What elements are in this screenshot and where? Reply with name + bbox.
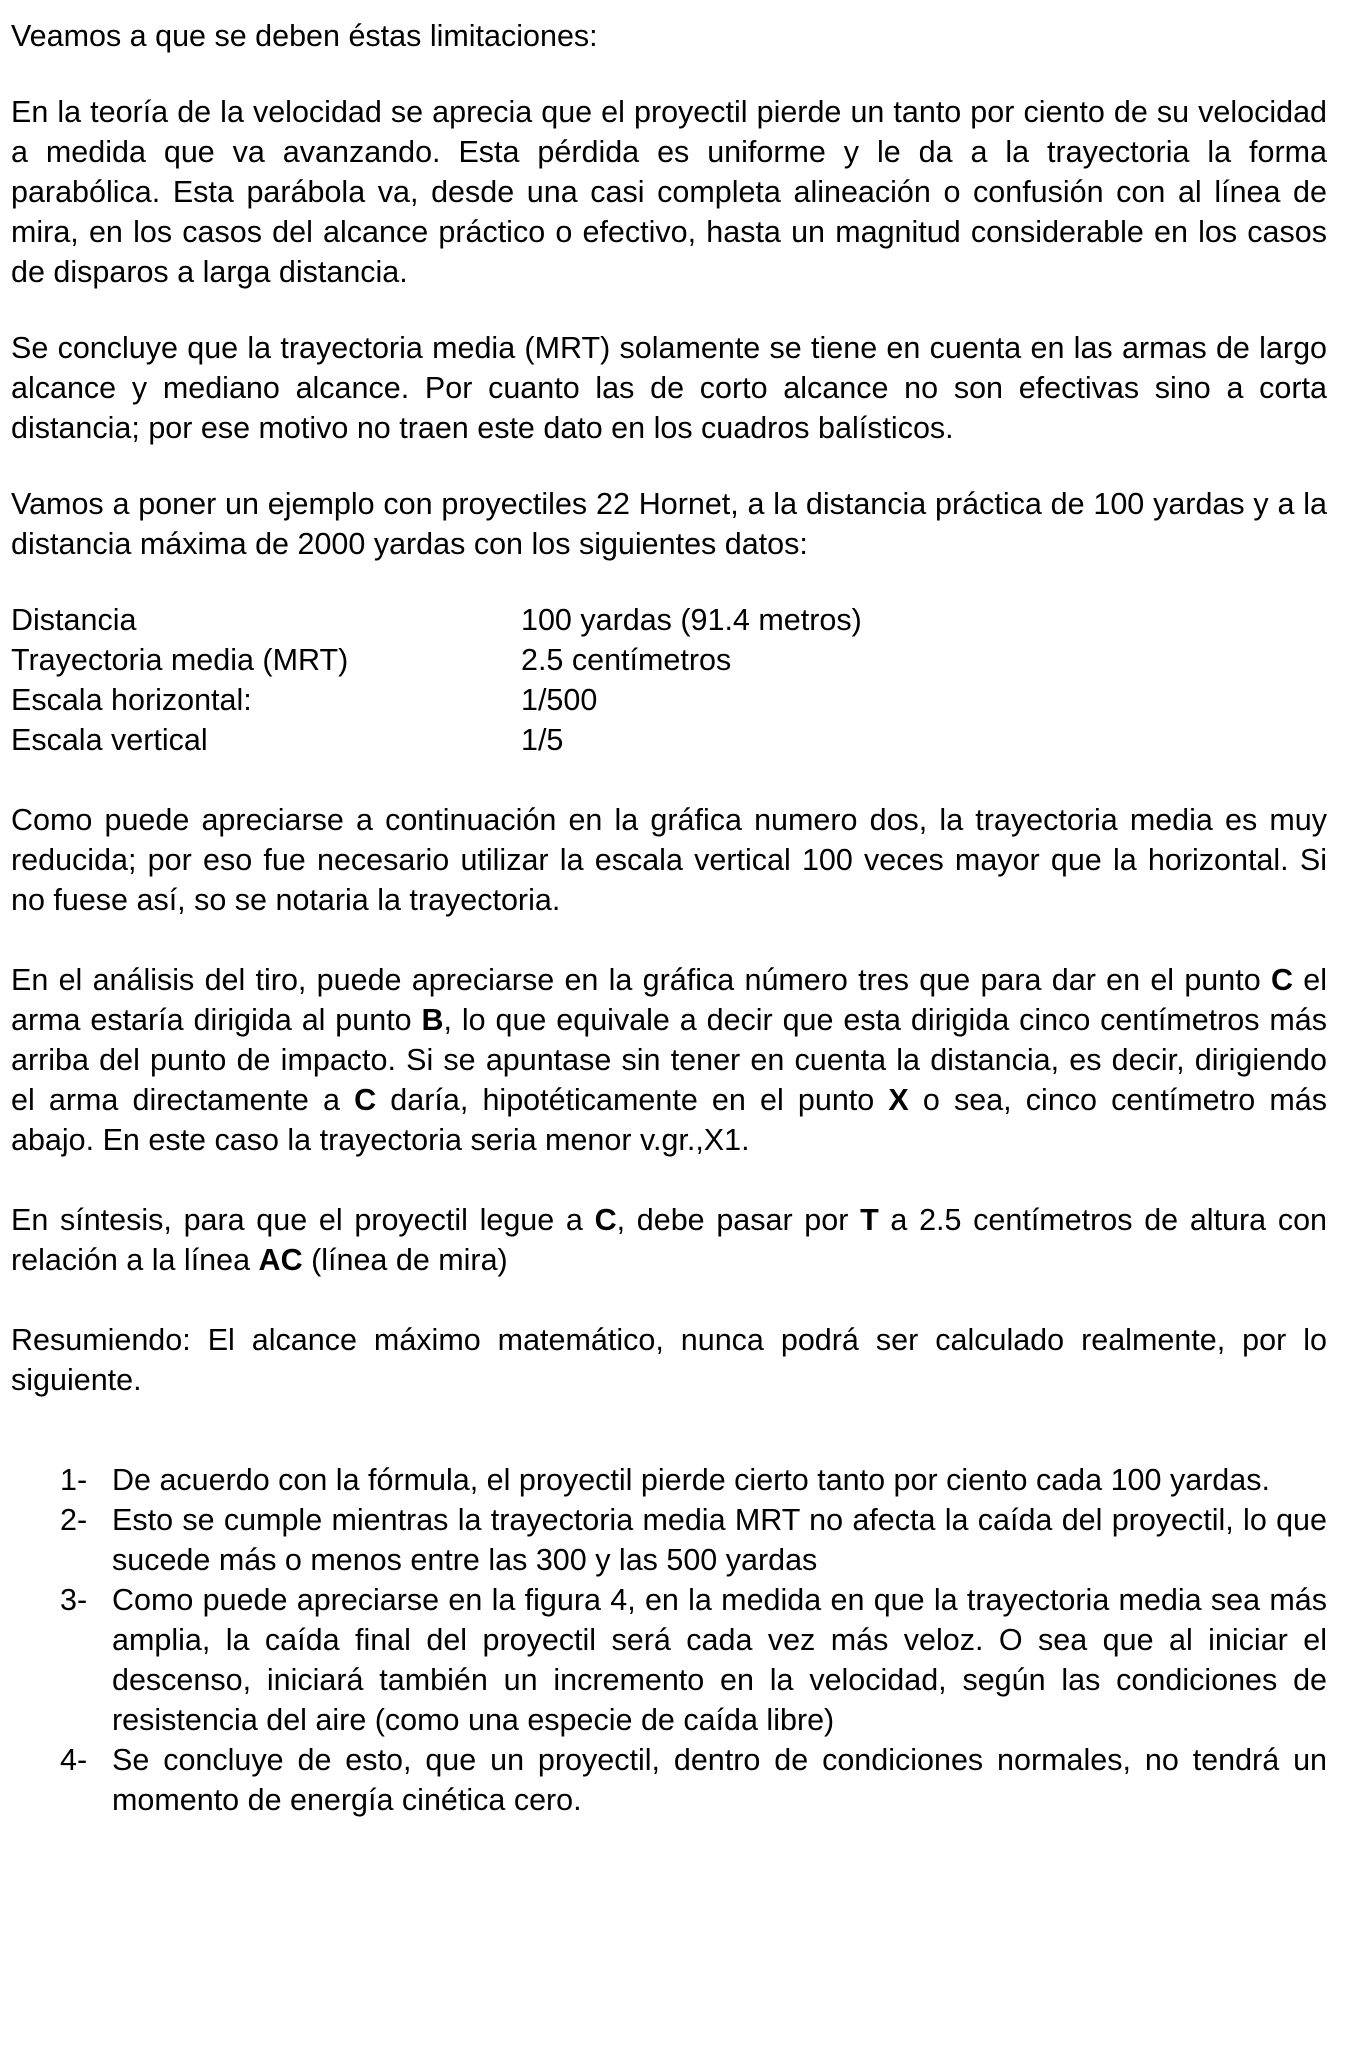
list-number: 3- [60, 1583, 88, 1617]
list-number: 1- [60, 1463, 88, 1497]
point-label: T [860, 1203, 879, 1237]
paragraph-shot-analysis: En el análisis del tiro, puede apreciarse en la gráfica número tres que para dar en el punto C el arma estaría dirigida al punto B, lo que equivale a decir que esta dirigida cinco centímetros más arriba del punto de impacto. Si se apuntase sin tener en cuenta la distancia, es decir, dirigiendo el arma directamente a C daría, hipotéticamente en el punto X o sea, cinco centímetro más abajo. En este caso la trayectoria seria menor v.gr.,X1. [11, 963, 1328, 1157]
point-label: B [421, 1003, 444, 1037]
data-row [11, 720, 911, 760]
list-item [11, 1580, 1327, 1740]
list-text: De acuerdo con la fórmula, el proyectil pierde cierto tanto por ciento cada 100 yardas. [112, 1463, 1270, 1497]
data-row [11, 600, 911, 640]
numbered-list [11, 1460, 1327, 1820]
list-item [11, 1500, 1327, 1580]
data-value: 100 yardas (91.4 metros) [521, 603, 862, 637]
paragraph-synthesis: En síntesis, para que el proyectil legue a C, debe pasar por T a 2.5 centímetros de altura con relación a la línea AC (línea de mira) [11, 1203, 1327, 1277]
example-data-table [11, 600, 911, 760]
point-label: C [354, 1083, 377, 1117]
list-text: Esto se cumple mientras la trayectoria media MRT no afecta la caída del proyectil, lo que sucede más o menos entre las 300 y las 500 yardas [112, 1503, 1327, 1577]
list-number: 2- [60, 1503, 88, 1537]
data-label: Escala vertical [11, 723, 208, 757]
list-text: Se concluye de esto, que un proyectil, dentro de condiciones normales, no tendrá un momento de energía cinética cero. [112, 1743, 1327, 1817]
data-row [11, 680, 911, 720]
list-number: 4- [60, 1743, 88, 1777]
list-item [11, 1460, 1327, 1500]
data-label: Escala horizontal: [11, 683, 252, 717]
paragraph-velocity-theory: En la teoría de la velocidad se aprecia que el proyectil pierde un tanto por ciento de su velocidad a medida que va avanzando. Esta pérdida es uniforme y le da a la trayectoria la forma parabólica. Esta parábola va, desde una casi completa alineación o confusión con al línea de mira, en los casos del alcance práctico o efectivo, hasta un magnitud considerable en los casos de disparos a larga distancia. [11, 95, 1327, 289]
list-text: Como puede apreciarse en la figura 4, en la medida en que la trayectoria media sea más amplia, la caída final del proyectil será cada vez más veloz. O sea que al iniciar el descenso, iniciará también un incremento en la velocidad, según las condiciones de resistencia del aire (como una especie de caída libre) [112, 1583, 1327, 1737]
data-label: Distancia [11, 603, 137, 637]
list-item [11, 1740, 1327, 1820]
point-label: X [888, 1083, 909, 1117]
paragraph-graph-two: Como puede apreciarse a continuación en la gráfica numero dos, la trayectoria media es muy reducida; por eso fue necesario utilizar la escala vertical 100 veces mayor que la horizontal. Si no fuese así, so se notaria la trayectoria. [11, 803, 1327, 917]
paragraph-summary: Resumiendo: El alcance máximo matemático, nunca podrá ser calculado realmente, por lo siguiente. [11, 1323, 1327, 1397]
data-value: 1/5 [521, 723, 564, 757]
paragraph-example-intro: Vamos a poner un ejemplo con proyectiles 22 Hornet, a la distancia práctica de 100 yardas y a la distancia máxima de 2000 yardas con los siguientes datos: [11, 487, 1327, 561]
document-page [11, 16, 1327, 1820]
point-label: C [1270, 963, 1293, 997]
intro-paragraph: Veamos a que se deben éstas limitaciones: [11, 19, 598, 53]
data-label: Trayectoria media (MRT) [11, 643, 349, 677]
line-label: AC [258, 1243, 303, 1277]
data-value: 1/500 [521, 683, 598, 717]
point-label: C [594, 1203, 617, 1237]
data-value: 2.5 centímetros [521, 643, 732, 677]
paragraph-mrt-conclusion: Se concluye que la trayectoria media (MRT) solamente se tiene en cuenta en las armas de largo alcance y mediano alcance. Por cuanto las de corto alcance no son efectivas sino a corta distancia; por ese motivo no traen este dato en los cuadros balísticos. [11, 331, 1327, 445]
data-row [11, 640, 911, 680]
